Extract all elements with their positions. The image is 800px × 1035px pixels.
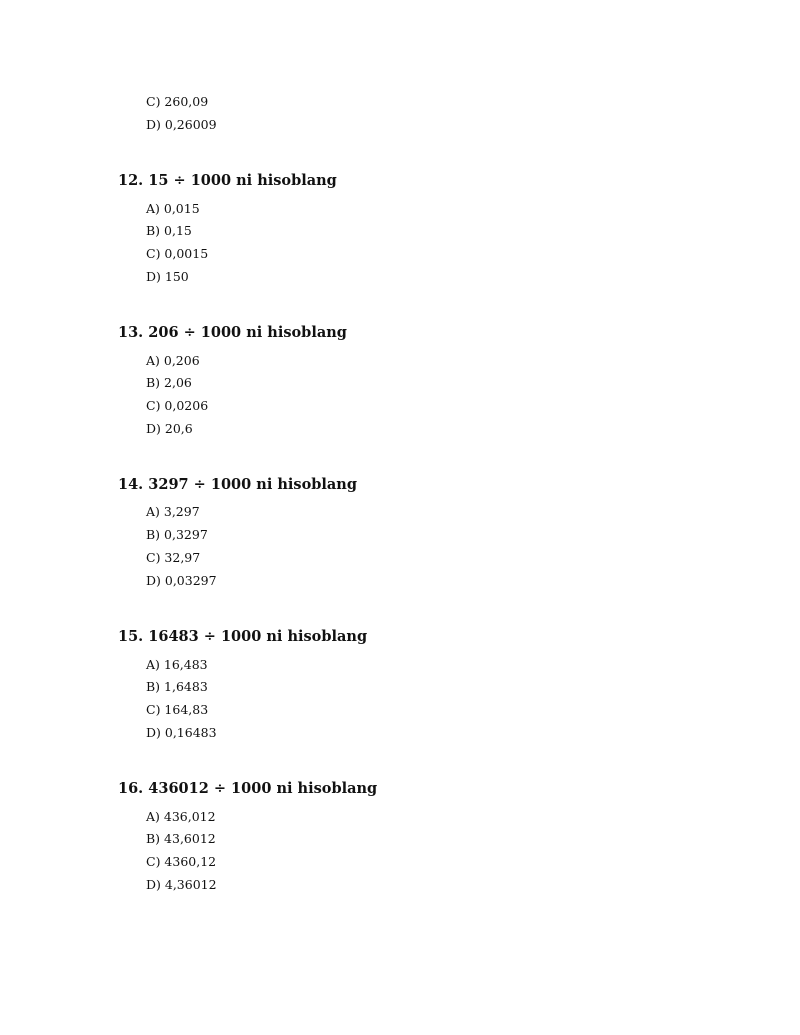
option-c: C) 32,97 (146, 550, 201, 565)
question-title: 15. 16483 ÷ 1000 ni hisoblang (118, 628, 368, 645)
option-c: C) 0,0015 (146, 246, 209, 261)
option-b: B) 1,6483 (146, 679, 208, 694)
option-d: D) 0,03297 (146, 573, 217, 588)
option-b: B) 43,6012 (146, 831, 216, 846)
option-c: C) 164,83 (146, 702, 209, 717)
question-title: 16. 436012 ÷ 1000 ni hisoblang (118, 780, 378, 797)
option-d: D) 4,36012 (146, 877, 217, 892)
option-d: D) 0,16483 (146, 725, 217, 740)
option-c: C) 4360,12 (146, 854, 217, 869)
question-title: 14. 3297 ÷ 1000 ni hisoblang (118, 476, 357, 493)
question-title: 13. 206 ÷ 1000 ni hisoblang (118, 324, 347, 341)
option-b: B) 0,3297 (146, 527, 208, 542)
option-a: A) 0,206 (146, 353, 200, 368)
option-a: A) 16,483 (146, 657, 208, 672)
option-d: D) 20,6 (146, 421, 193, 436)
option-a: A) 3,297 (146, 504, 200, 519)
option-c: C) 260,09 (146, 94, 209, 109)
option-d: D) 150 (146, 269, 189, 284)
option-b: B) 0,15 (146, 223, 192, 238)
question-title: 12. 15 ÷ 1000 ni hisoblang (118, 172, 337, 189)
option-c: C) 0,0206 (146, 398, 209, 413)
option-d: D) 0,26009 (146, 117, 217, 132)
option-a: A) 0,015 (146, 201, 200, 216)
option-b: B) 2,06 (146, 375, 192, 390)
option-a: A) 436,012 (146, 809, 216, 824)
